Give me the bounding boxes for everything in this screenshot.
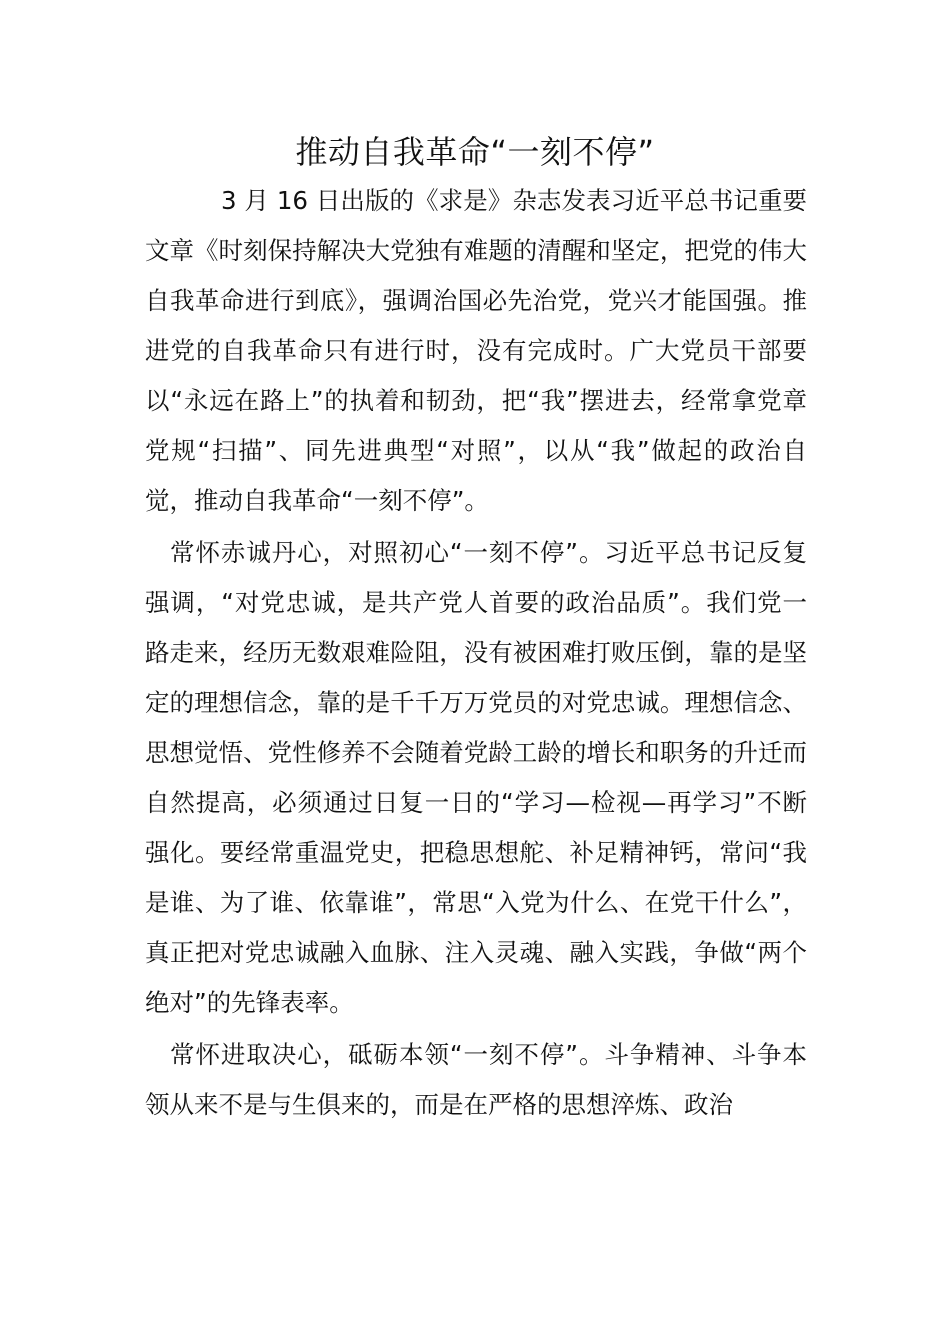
paragraph-intro: 3 月 16 日出版的《求是》杂志发表习近平总书记重要文章《时刻保持解决大党独有难题的清醒和坚定，把党的伟大自我革命进行到底》，强调治国必先治党，党兴才能国强。推进党的自我革命只有进行时，没有完成时。广大党员干部要以“永远在路上”的执着和韧劲，把“我”摆进去，经常拿党章党规“扫描”、同先进典型“对照”，以从“我”做起的政治自觉，推动自我革命“一刻不停”。: [145, 186, 807, 515]
document-body: [145, 176, 807, 1130]
paragraph-loyalty: 常怀赤诚丹心，对照初心“一刻不停”。习近平总书记反复强调，“对党忠诚，是共产党人首要的政治品质”。我们党一路走来，经历无数艰难险阻，没有被困难打败压倒，靠的是坚定的理想信念，靠的是千千万万党员的对党忠诚。理想信念、思想觉悟、党性修养不会随着党龄工龄的增长和职务的升迁而自然提高，必须通过日复一日的“学习—检视—再学习”不断强化。要经常重温党史，把稳思想舵、补足精神钙，常问“我是谁、为了谁、依靠谁”，常思“入党为什么、在党干什么”，真正把对党忠诚融入血脉、注入灵魂、融入实践，争做“两个绝对”的先锋表率。: [145, 538, 807, 1017]
document-title: 推动自我革命“一刻不停”: [295, 133, 655, 171]
paragraph-ability: 常怀进取决心，砥砺本领“一刻不停”。斗争精神、斗争本领从来不是与生俱来的，而是在严格的思想淬炼、政治: [145, 1040, 807, 1119]
